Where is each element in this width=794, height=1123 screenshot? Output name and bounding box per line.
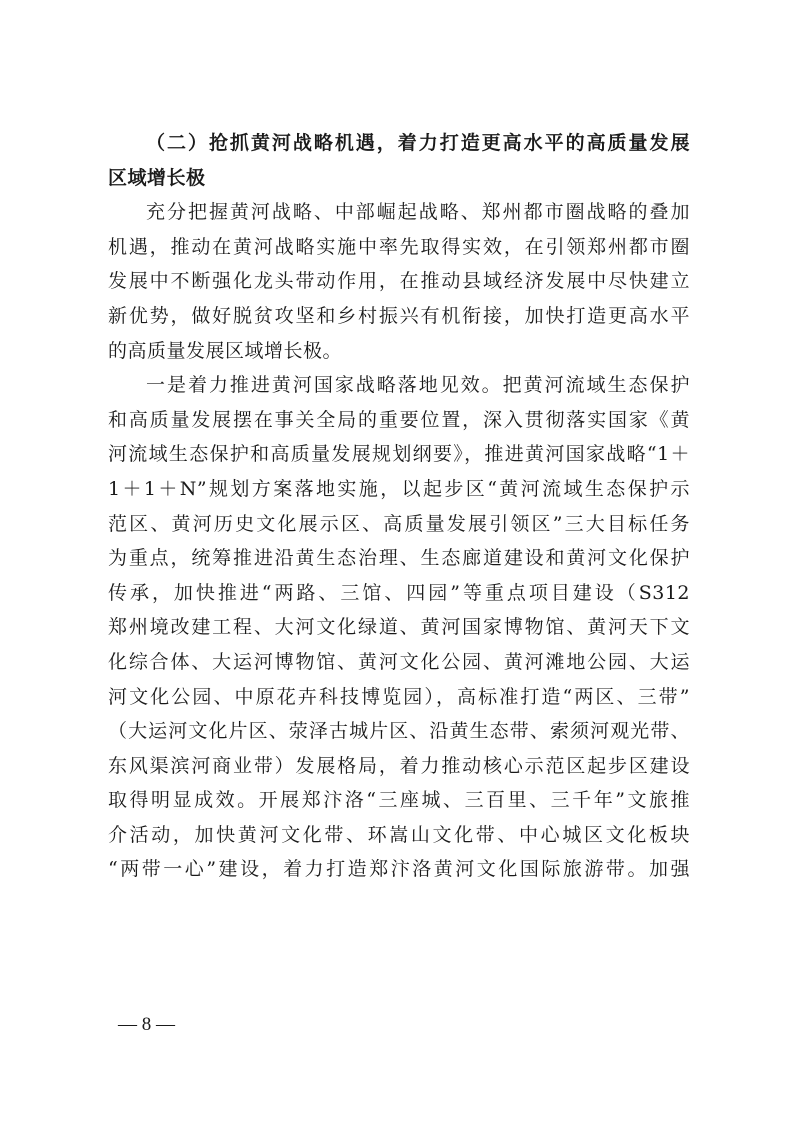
- paragraph-line: 1＋1＋N”规划方案落地实施，以起步区“黄河流域生态保护示: [108, 477, 690, 500]
- paragraph-1: [108, 195, 690, 368]
- page-number: — 8 —: [118, 1014, 175, 1035]
- heading-line: （二）抢抓黄河战略机遇，着力打造更高水平的高质量发展: [146, 132, 690, 154]
- paragraph-line: 传承，加快推进“两路、三馆、四园”等重点项目建设（S312: [108, 581, 690, 604]
- section-heading: [108, 126, 690, 195]
- paragraph-line: 郑州境改建工程、大河文化绿道、黄河国家博物馆、黄河天下文: [108, 616, 690, 639]
- paragraph-line: 机遇，推动在黄河战略实施中率先取得实效，在引领郑州都市圈: [108, 235, 690, 258]
- paragraph-line: 为重点，统筹推进沿黄生态治理、生态廊道建设和黄河文化保护: [108, 547, 690, 570]
- paragraph-line: 河文化公园、中原花卉科技博览园），高标准打造“两区、三带”: [108, 685, 690, 708]
- paragraph-line: 河流域生态保护和高质量发展规划纲要》，推进黄河国家战略“1＋: [108, 443, 690, 466]
- paragraph-line: 发展中不断强化龙头带动作用，在推动县域经济发展中尽快建立: [108, 270, 690, 293]
- document-body: [108, 126, 690, 887]
- paragraph-line: 新优势，做好脱贫攻坚和乡村振兴有机衔接，加快打造更高水平: [108, 304, 690, 327]
- paragraph-line: 的高质量发展区域增长极。: [108, 339, 343, 362]
- paragraph-line: 化综合体、大运河博物馆、黄河文化公园、黄河滩地公园、大运: [108, 650, 690, 673]
- paragraph-line: 介活动，加快黄河文化带、环嵩山文化带、中心城区文化板块: [108, 823, 690, 846]
- paragraph-line: 东风渠滨河商业带）发展格局，着力推动核心示范区起步区建设: [108, 754, 690, 777]
- heading-line: 区域增长极: [108, 166, 206, 189]
- paragraph-line: 范区、黄河历史文化展示区、高质量发展引领区”三大目标任务: [108, 512, 690, 535]
- paragraph-line: 和高质量发展摆在事关全局的重要位置，深入贯彻落实国家《黄: [108, 408, 690, 431]
- paragraph-2: [108, 368, 690, 887]
- paragraph-line: （大运河文化片区、荥泽古城片区、沿黄生态带、索须河观光带、: [108, 720, 690, 743]
- paragraph-line: 一是着力推进黄河国家战略落地见效。把黄河流域生态保护: [146, 374, 690, 397]
- paragraph-line: “两带一心”建设，着力打造郑汴洛黄河文化国际旅游带。加强: [108, 858, 690, 881]
- paragraph-line: 充分把握黄河战略、中部崛起战略、郑州都市圈战略的叠加: [146, 201, 690, 224]
- paragraph-line: 取得明显成效。开展郑汴洛“三座城、三百里、三千年”文旅推: [108, 789, 690, 812]
